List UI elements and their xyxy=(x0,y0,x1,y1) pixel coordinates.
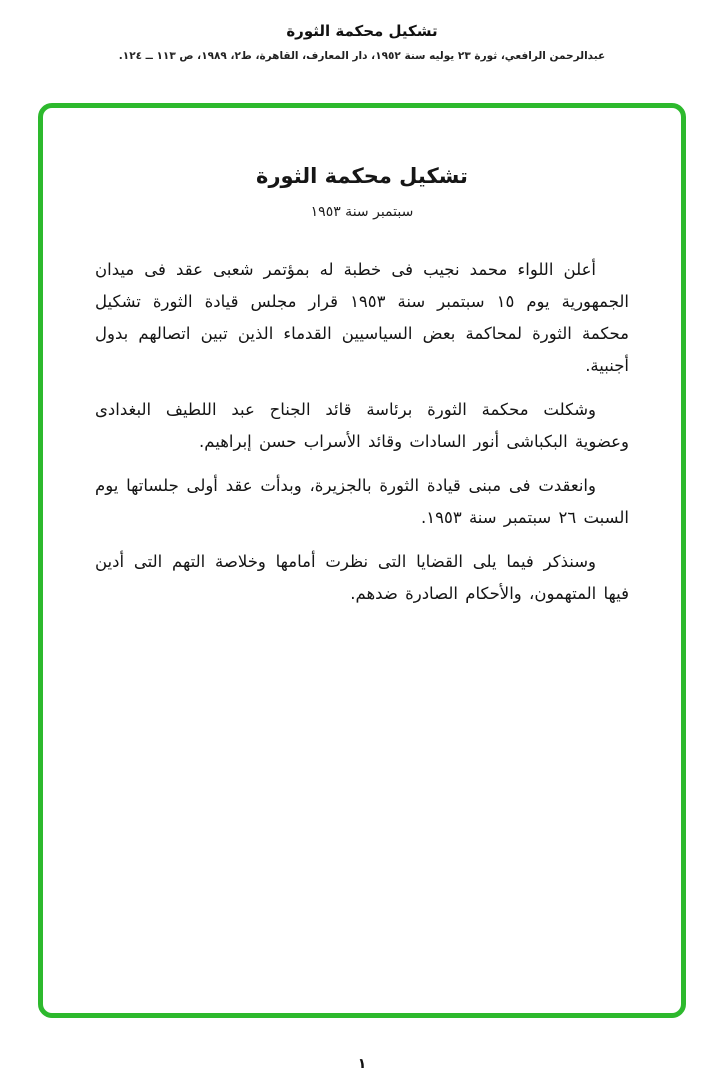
paragraph-1: أعلن اللواء محمد نجيب فى خطبة له بمؤتمر شعبى عقد فى ميدان الجمهورية يوم ١٥ سبتمبر سنة ١٩٥٣ قرار مجلس قيادة الثورة تشكيل محكمة الثورة لمحاكمة بعض السياسيين القدماء الذين تبين اتصالهم بدول أجنبية. xyxy=(95,260,629,375)
paragraph-4: وسنذكر فيما يلى القضايا التى نظرت أمامها وخلاصة التهم التى أدين فيها المتهمون، والأحكام الصادرة ضدهم. xyxy=(95,552,629,603)
page-header xyxy=(0,22,724,62)
running-head-title: تشكيل محكمة الثورة xyxy=(286,22,438,40)
content-frame xyxy=(38,103,686,1018)
document-subtitle: سبتمبر سنة ١٩٥٣ xyxy=(310,204,414,220)
paragraph-3: وانعقدت فى مبنى قيادة الثورة بالجزيرة، وبدأت عقد أولى جلساتها يوم السبت ٢٦ سبتمبر سنة ١٩٥٣. xyxy=(95,476,629,527)
paragraph-2: وشكلت محكمة الثورة برئاسة قائد الجناح عبد اللطيف البغدادى وعضوية البكباشى أنور السادات وقائد الأسراب حسن إبراهيم. xyxy=(95,400,629,451)
source-citation: عبدالرحمن الرافعي، ثورة ٢٣ يوليه سنة ١٩٥٢، دار المعارف، القاهرة، ط٢، ١٩٨٩، ص ١١٣ ــ ١٢٤. xyxy=(118,50,606,62)
content-area xyxy=(43,108,681,610)
page-number: ١ xyxy=(357,1056,367,1072)
document-title: تشكيل محكمة الثورة xyxy=(256,164,468,188)
